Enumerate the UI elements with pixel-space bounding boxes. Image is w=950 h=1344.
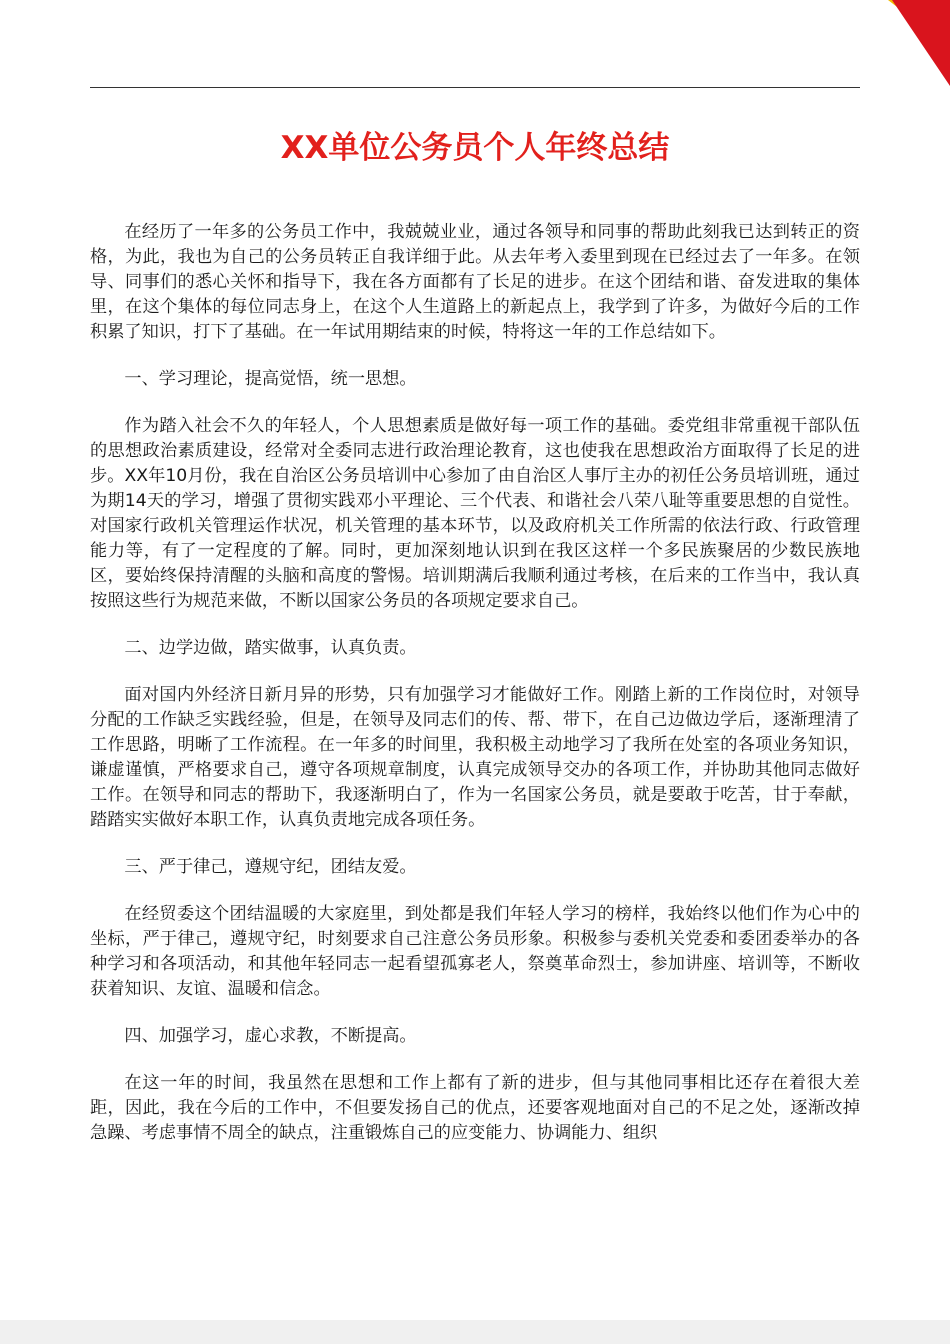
document-body	[90, 220, 860, 1168]
paragraph-section-1: 作为踏入社会不久的年轻人，个人思想素质是做好每一项工作的基础。委党组非常重视干部队伍的思想政治素质建设，经常对全委同志进行政治理论教育，这也使我在思想政治方面取得了长足的进步。XX年10月份，我在自治区公务员培训中心参加了由自治区人事厅主办的初任公务员培训班，通过为期14天的学习，增强了贯彻实践邓小平理论、三个代表、和谐社会八荣八耻等重要思想的自觉性。对国家行政机关管理运作状况，机关管理的基本环节，以及政府机关工作所需的依法行政、行政管理能力等，有了一定程度的了解。同时，更加深刻地认识到在我区这样一个多民族聚居的少数民族地区，要始终保持清醒的头脑和高度的警惕。培训期满后我顺利通过考核，在后来的工作当中，我认真按照这些行为规范来做，不断以国家公务员的各项规定要求自己。	[90, 416, 860, 611]
section-heading-3: 三、严于律己，遵规守纪，团结友爱。	[124, 857, 417, 877]
paragraph-section-4: 在这一年的时间，我虽然在思想和工作上都有了新的进步，但与其他同事相比还存在着很大差距，因此，我在今后的工作中，不但要发扬自己的优点，还要客观地面对自己的不足之处，逐渐改掉急躁、考虑事情不周全的缺点，注重锻炼自己的应变能力、协调能力、组织	[90, 1073, 860, 1143]
corner-red-triangle	[892, 0, 950, 86]
paragraph-section-2: 面对国内外经济日新月异的形势，只有加强学习才能做好工作。刚踏上新的工作岗位时，对领导分配的工作缺乏实践经验，但是，在领导及同志们的传、帮、带下，在自己边做边学后，逐渐理清了工作思路，明晰了工作流程。在一年多的时间里，我积极主动地学习了我所在处室的各项业务知识，谦虚谨慎，严格要求自己，遵守各项规章制度，认真完成领导交办的各项工作，并协助其他同志做好工作。在领导和同志的帮助下，我逐渐明白了，作为一名国家公务员，就是要敢于吃苦，甘于奉献，踏踏实实做好本职工作，认真负责地完成各项任务。	[90, 685, 860, 830]
section-heading-1: 一、学习理论，提高觉悟，统一思想。	[124, 369, 417, 389]
paragraph-section-3: 在经贸委这个团结温暖的大家庭里，到处都是我们年轻人学习的榜样，我始终以他们作为心中的坐标，严于律己，遵规守纪，时刻要求自己注意公务员形象。积极参与委机关党委和委团委举办的各种学习和各项活动，和其他年轻同志一起看望孤寡老人，祭奠革命烈士，参加讲座、培训等，不断收获着知识、友谊、温暖和信念。	[90, 904, 860, 999]
section-heading-2: 二、边学边做，踏实做事，认真负责。	[124, 638, 417, 658]
document-title: XX单位公务员个人年终总结	[280, 130, 670, 166]
page-bottom-margin	[0, 1320, 950, 1344]
header-rule	[90, 87, 860, 88]
paragraph-intro: 在经历了一年多的公务员工作中，我兢兢业业，通过各领导和同事的帮助此刻我已达到转正的资格，为此，我也为自己的公务员转正自我详细于此。从去年考入委里到现在已经过去了一年多。在领导、同事们的悉心关怀和指导下，我在各方面都有了长足的进步。在这个团结和谐、奋发进取的集体里，在这个集体的每位同志身上，在这个人生道路上的新起点上，我学到了许多，为做好今后的工作积累了知识，打下了基础。在一年试用期结束的时候，特将这一年的工作总结如下。	[90, 222, 860, 342]
corner-decoration	[790, 0, 950, 90]
section-heading-4: 四、加强学习，虚心求教，不断提高。	[124, 1026, 417, 1046]
